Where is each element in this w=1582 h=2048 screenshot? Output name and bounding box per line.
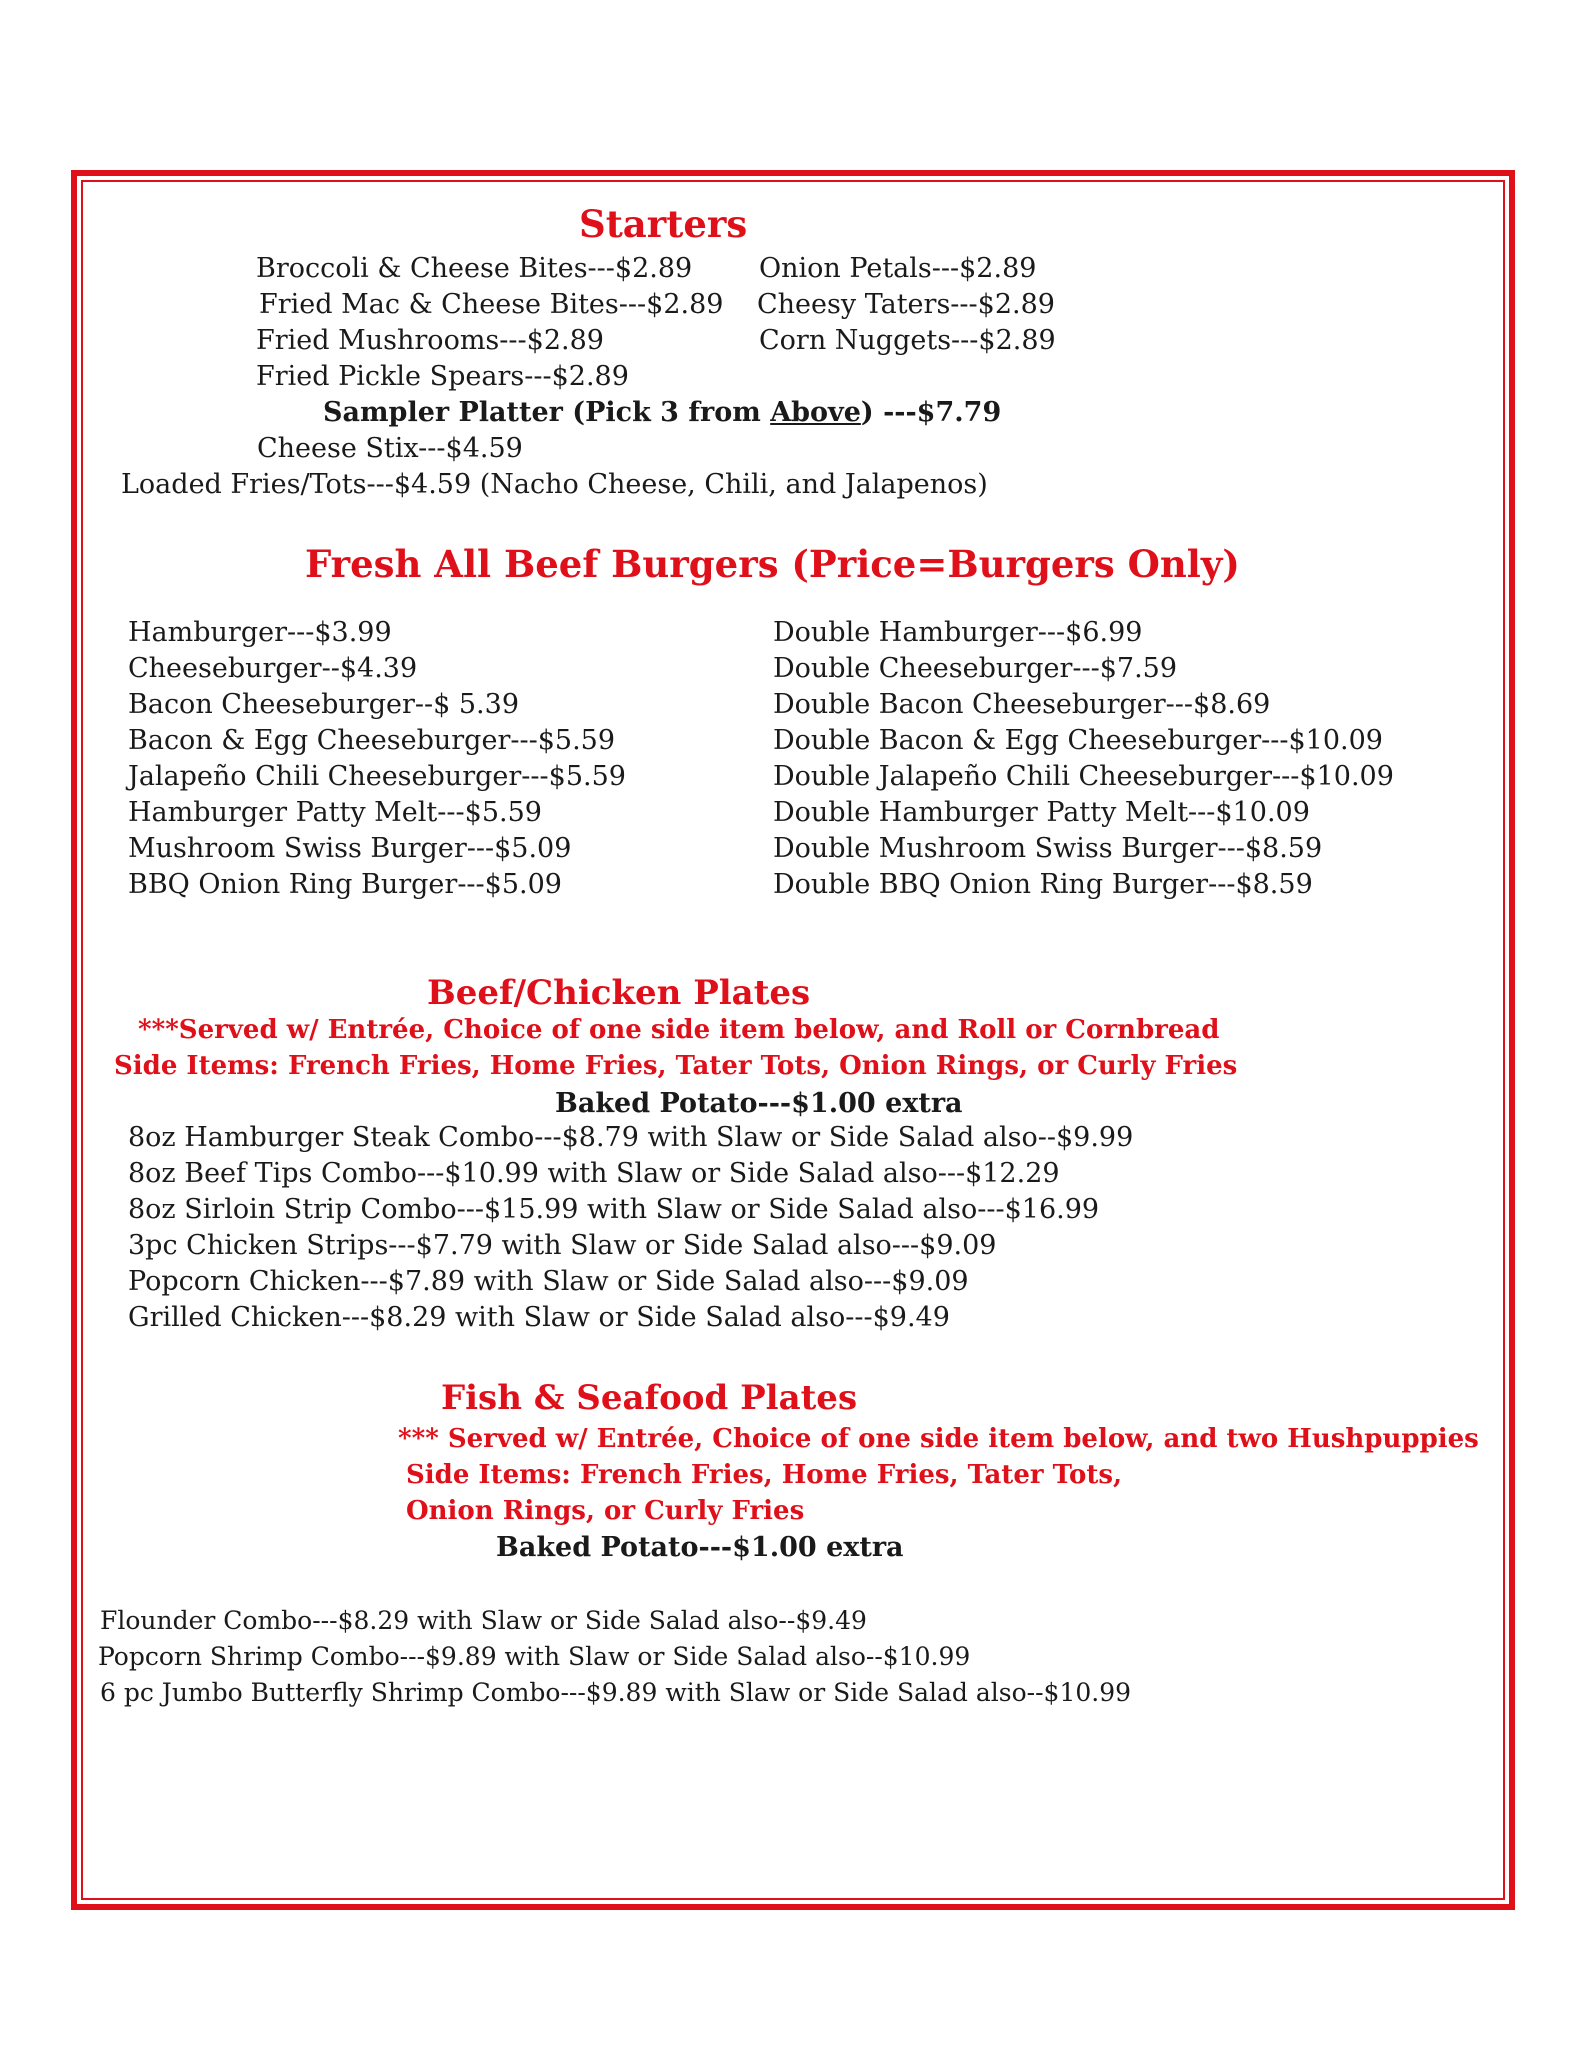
- double-burger-item: Double Jalapeño Chili Cheeseburger---$10.09: [773, 761, 1394, 792]
- seafood-side-items: Side Items: French Fries, Home Fries, Tater Tots,: [406, 1460, 1123, 1490]
- seafood-title: Fish & Seafood Plates: [441, 1378, 858, 1418]
- burger-item: Jalapeño Chili Cheeseburger---$5.59: [128, 761, 626, 792]
- burgers-title: Fresh All Beef Burgers (Price=Burgers Only): [305, 542, 1240, 586]
- burger-item: Bacon Cheeseburger--$ 5.39: [128, 689, 519, 720]
- sampler-underlined: Above: [770, 397, 861, 428]
- plate-item: 8oz Hamburger Steak Combo---$8.79 with Slaw or Side Salad also--$9.99: [128, 1122, 1134, 1153]
- burger-item: Hamburger Patty Melt---$5.59: [128, 797, 542, 828]
- seafood-side-items-cont: Onion Rings, or Curly Fries: [406, 1496, 805, 1526]
- sampler-suffix: ) ---$7.79: [860, 397, 1002, 428]
- double-burger-item: Double Hamburger Patty Melt---$10.09: [773, 797, 1310, 828]
- plates-side-items: Side Items: French Fries, Home Fries, Tater Tots, Onion Rings, or Curly Fries: [114, 1051, 1238, 1081]
- seafood-served-note: *** Served w/ Entrée, Choice of one side item below, and two Hushpuppies: [398, 1424, 1479, 1454]
- burger-item: Mushroom Swiss Burger---$5.09: [128, 833, 572, 864]
- seafood-item: 6 pc Jumbo Butterfly Shrimp Combo---$9.89 with Slaw or Side Salad also--$10.99: [100, 1678, 1132, 1707]
- starter-item: Onion Petals---$2.89: [759, 253, 1037, 284]
- plate-item: Popcorn Chicken---$7.89 with Slaw or Side Salad also---$9.09: [128, 1266, 969, 1297]
- starter-item: Fried Mac & Cheese Bites---$2.89: [259, 289, 724, 320]
- double-burger-item: Double Bacon & Egg Cheeseburger---$10.09: [773, 725, 1383, 756]
- double-burger-item: Double BBQ Onion Ring Burger---$8.59: [773, 869, 1313, 900]
- plates-served-note: ***Served w/ Entrée, Choice of one side item below, and Roll or Cornbread: [138, 1015, 1220, 1045]
- burger-item: Hamburger---$3.99: [128, 617, 392, 648]
- plates-title: Beef/Chicken Plates: [427, 973, 811, 1013]
- double-burger-item: Double Bacon Cheeseburger---$8.69: [773, 689, 1271, 720]
- burger-item: Bacon & Egg Cheeseburger---$5.59: [128, 725, 616, 756]
- plate-item: 8oz Sirloin Strip Combo---$15.99 with Slaw or Side Salad also---$16.99: [128, 1194, 1100, 1225]
- burger-item: Cheeseburger--$4.39: [128, 653, 418, 684]
- seafood-item: Popcorn Shrimp Combo---$9.89 with Slaw or Side Salad also--$10.99: [98, 1642, 971, 1671]
- seafood-baked-potato: Baked Potato---$1.00 extra: [496, 1532, 904, 1563]
- sampler-prefix: Sampler Platter (Pick 3 from: [323, 397, 771, 428]
- starter-item: Corn Nuggets---$2.89: [759, 325, 1056, 356]
- double-burger-item: Double Mushroom Swiss Burger---$8.59: [773, 833, 1323, 864]
- sampler-platter: [323, 396, 1001, 430]
- cheese-stix: Cheese Stix---$4.59: [257, 433, 523, 464]
- double-burger-item: Double Hamburger---$6.99: [773, 617, 1143, 648]
- seafood-item: Flounder Combo---$8.29 with Slaw or Side Salad also--$9.49: [100, 1606, 867, 1635]
- starter-item: Fried Pickle Spears---$2.89: [256, 361, 629, 392]
- plate-item: Grilled Chicken---$8.29 with Slaw or Side Salad also---$9.49: [128, 1302, 950, 1333]
- plate-item: 3pc Chicken Strips---$7.79 with Slaw or Side Salad also---$9.09: [128, 1230, 997, 1261]
- plates-baked-potato: Baked Potato---$1.00 extra: [555, 1088, 963, 1119]
- plate-item: 8oz Beef Tips Combo---$10.99 with Slaw or Side Salad also---$12.29: [128, 1158, 1060, 1189]
- loaded-fries: Loaded Fries/Tots---$4.59 (Nacho Cheese, Chili, and Jalapenos): [121, 469, 988, 500]
- starter-item: Fried Mushrooms---$2.89: [256, 325, 604, 356]
- starter-item: Broccoli & Cheese Bites---$2.89: [256, 253, 693, 284]
- starters-title: Starters: [579, 202, 748, 246]
- burger-item: BBQ Onion Ring Burger---$5.09: [128, 869, 562, 900]
- starter-item: Cheesy Taters---$2.89: [757, 289, 1055, 320]
- double-burger-item: Double Cheeseburger---$7.59: [773, 653, 1178, 684]
